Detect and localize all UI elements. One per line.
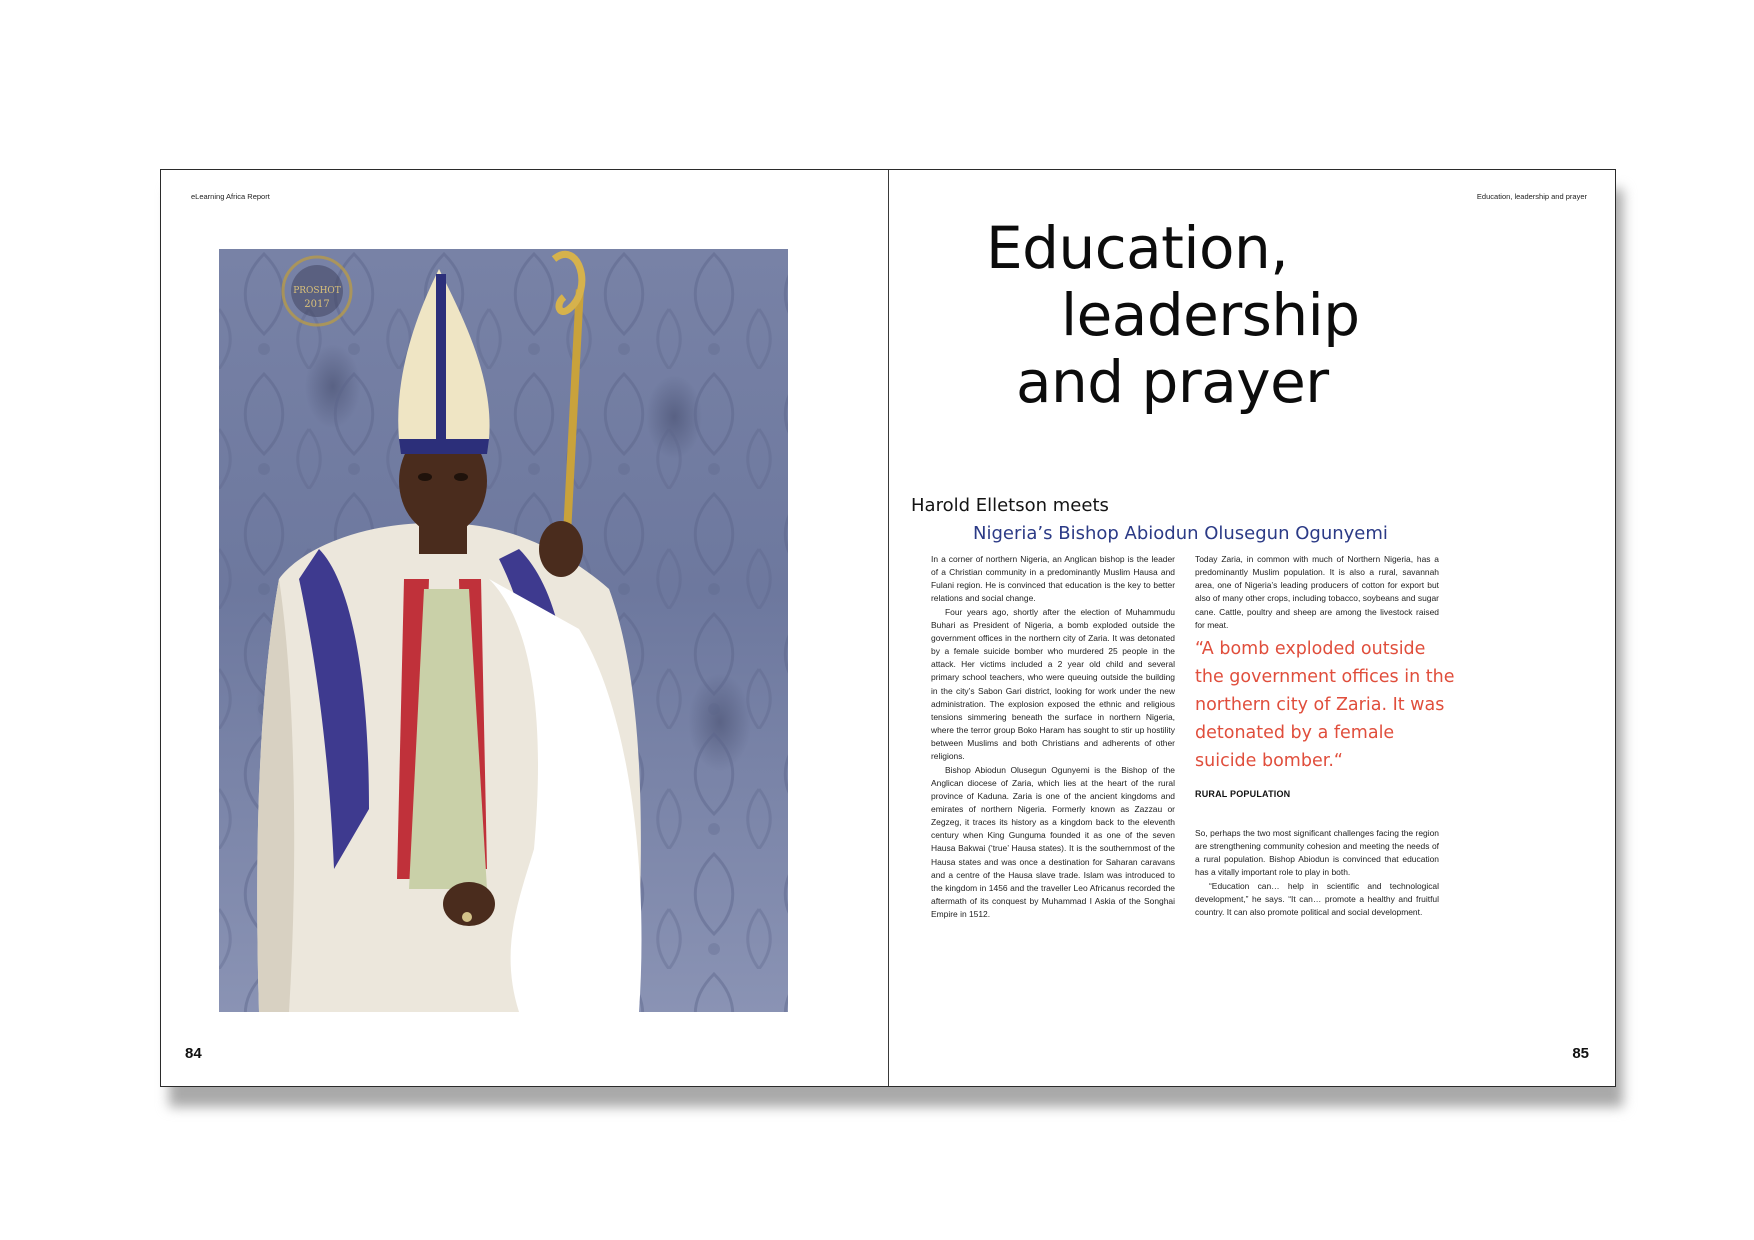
title-line-3: and prayer	[1016, 348, 1329, 416]
title-line-1: Education,	[986, 214, 1289, 282]
bishop-portrait-photo	[219, 249, 788, 1012]
body-column-right-bottom	[1195, 827, 1439, 919]
right-running-header: Education, leadership and prayer	[1476, 192, 1587, 201]
paragraph: In a corner of northern Nigeria, an Anglican bishop is the leader of a Christian community in a predominantly Muslim Hausa and Fulani region. He is convinced that education is the key to better relations and social change.	[931, 554, 1175, 604]
paragraph: Four years ago, shortly after the election of Muhammudu Buhari as President of Nigeria, a bomb exploded outside the government offices in the northern city of Zaria. It was detonated by a female suicide bomber who murdered 25 people in the attack. Her victims included a 2 year old child and several primary school teachers, who were queuing outside the building in the city’s Sabon Gari district, looking for work under the new administration. The explosion exposed the ethnic and religious tensions simmering beneath the surface in northern Nigeria, where the terror group Boko Haram has sought to stir up hostility between Muslims and both Christians and adherents of other religions.	[931, 606, 1175, 762]
body-column-right-top	[1195, 553, 1439, 632]
watermark-text: PROSHOT	[293, 286, 341, 296]
section-subhead: RURAL POPULATION	[1195, 789, 1291, 799]
title-line-2: leadership	[1061, 281, 1360, 349]
magazine-spread	[160, 169, 1616, 1087]
watermark-year: 2017	[304, 299, 330, 310]
byline: Harold Elletson meets	[911, 495, 1109, 516]
right-page-number: 85	[1572, 1045, 1589, 1062]
left-running-header: eLearning Africa Report	[191, 192, 270, 201]
portrait-illustration	[219, 249, 788, 1012]
spine-fold	[888, 170, 889, 1086]
proshot-badge	[283, 257, 351, 325]
paragraph: Bishop Abiodun Olusegun Ogunyemi is the Bishop of the Anglican diocese of Zaria, which lies at the heart of the rural province of Kaduna. Zaria is one of the ancient kingdoms and emirates of northern Nigeria. Formerly known as Zazzau or Zegzeg, it traces its history as a kingdom back to the eleventh century when King Gunguma founded it as one of the seven Hausa Bakwai (‘true’ Hausa states). It is the southernmost of the Hausa states and was once a destination for Saharan caravans and a centre of the Hausa slave trade. Islam was introduced to the kingdom in 1456 and the traveller Leo Africanus recorded the aftermath of its conquest by Muhammad I Askia of the Songhai Empire in 1512.	[931, 764, 1175, 920]
body-column-left	[931, 553, 1175, 921]
article-subject: Nigeria’s Bishop Abiodun Olusegun Ogunyemi	[973, 523, 1388, 544]
pull-quote: “A bomb exploded outside the government offices in the northern city of Zaria. It was detonated by a female suicide bomber.“	[1195, 639, 1455, 771]
paragraph: Today Zaria, in common with much of Northern Nigeria, has a predominantly Muslim population. It is also a rural, savannah area, one of Nigeria’s leading producers of cotton for export but also of many other crops, including tobacco, soybeans and sugar cane. Cattle, poultry and sheep are among the livestock raised for meat.	[1195, 554, 1439, 630]
paragraph: So, perhaps the two most significant challenges facing the region are strengthening community cohesion and meeting the needs of a rural population. Bishop Abiodun is convinced that education has a vitally important role to play in both.	[1195, 828, 1439, 878]
left-page-number: 84	[185, 1045, 202, 1062]
paragraph: “Education can… help in scientific and technological development,” he says. “It can… promote a healthy and fruitful country. It can also promote political and social development.	[1195, 880, 1439, 917]
